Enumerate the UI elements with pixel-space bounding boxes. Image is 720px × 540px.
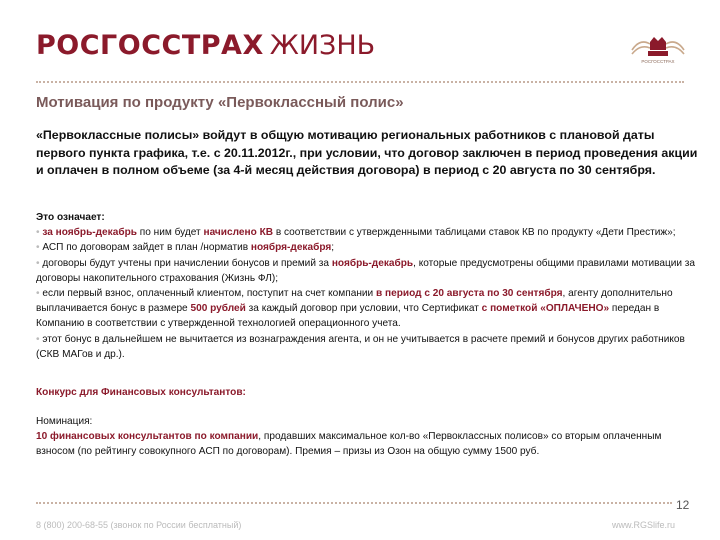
header-divider (36, 81, 684, 83)
footer-phone: 8 (800) 200-68-55 (звонок по России бесплатный) (36, 520, 242, 530)
contest-heading: Конкурс для Финансовых консультантов: (36, 387, 246, 398)
bullet: • (36, 242, 40, 254)
highlight-text: ноябрь-декабрь (331, 257, 414, 269)
bullet: • (36, 333, 40, 345)
page-number: 12 (676, 498, 690, 512)
bullet: • (36, 257, 40, 269)
item-text: , которые предусмотрены общими правилами мотивации за договоры накопительного страхования (Жизнь ФЛ); (36, 257, 696, 284)
brand-name-bold: РОСГОССТРАХ (36, 30, 264, 61)
crown-emblem-icon (628, 32, 688, 66)
highlight-text: с пометкой «ОПЛАЧЕНО» (481, 303, 610, 315)
highlight-text: в период с 20 августа по 30 сентября (375, 288, 563, 300)
item-text: , агенту дополнительно выплачивается бонус в размере (36, 288, 673, 315)
nomination-highlight: 10 финансовых консультантов по компании (36, 431, 259, 443)
highlight-text: начислено КВ (203, 227, 274, 239)
lead-paragraph: «Первоклассные полисы» войдут в общую мотивацию региональных работников с плановой даты первого пункта графика, т.е. с 20.11.2012г., при условии, что договор заключен в период проведения акции и оплачен в полном объеме (за 4-й месяц действия договора) в период с 20 августа по 30 сентября. (36, 128, 698, 177)
footer-divider (36, 502, 672, 504)
svg-text:РОСГОССТРАХ: РОСГОССТРАХ (641, 59, 675, 64)
page-title: Мотивация по продукту «Первоклассный полис» (36, 94, 404, 111)
list-item (36, 286, 700, 332)
highlight-text: за ноябрь-декабрь (42, 227, 137, 239)
bullet: • (36, 288, 40, 300)
brand-name-light: ЖИЗНЬ (269, 30, 376, 61)
nomination-section (36, 414, 700, 460)
item-text: если первый взнос, оплаченный клиентом, поступит на счет компании (42, 288, 376, 300)
item-text: передан в Компанию в соответствии с утвержденной технологией операционного учета. (36, 303, 660, 330)
item-text: этот бонус в дальнейшем не вычитается из вознаграждения агента, и он не учитывается в расчете премий и бонусов других работников (СКВ МАГов и др.). (36, 333, 685, 360)
item-text: ; (331, 242, 335, 254)
item-text: за каждый договор при условии, что Сертификат (245, 303, 482, 315)
nomination-label: Номинация: (36, 416, 93, 427)
list-item (36, 240, 700, 255)
item-text: по ним будет (136, 227, 204, 239)
highlight-text: ноября-декабря (250, 242, 332, 254)
list-item (36, 332, 700, 362)
brand-logo (36, 30, 375, 61)
item-text: в соответствии с утвержденными таблицами ставок КВ по продукту «Дети Престиж»; (273, 227, 676, 239)
list-item (36, 256, 700, 286)
means-heading: Это означает: (36, 212, 105, 223)
means-section (36, 210, 700, 362)
list-item (36, 225, 700, 240)
item-text: договоры будут учтены при начислении бонусов и премий за (42, 257, 332, 269)
item-text: АСП по договорам зайдет в план /норматив (42, 242, 251, 254)
highlight-text: 500 рублей (190, 303, 246, 315)
footer-site-link[interactable]: www.RGSlife.ru (612, 520, 676, 530)
bullet: • (36, 227, 40, 239)
nomination-text: , продавших максимальное кол-во «Первоклассных полисов» со вторым оплаченным взносом (по рейтингу совокупного АСП по договорам). Премия – призы из Озон на общую сумму 1500 руб. (36, 431, 662, 458)
